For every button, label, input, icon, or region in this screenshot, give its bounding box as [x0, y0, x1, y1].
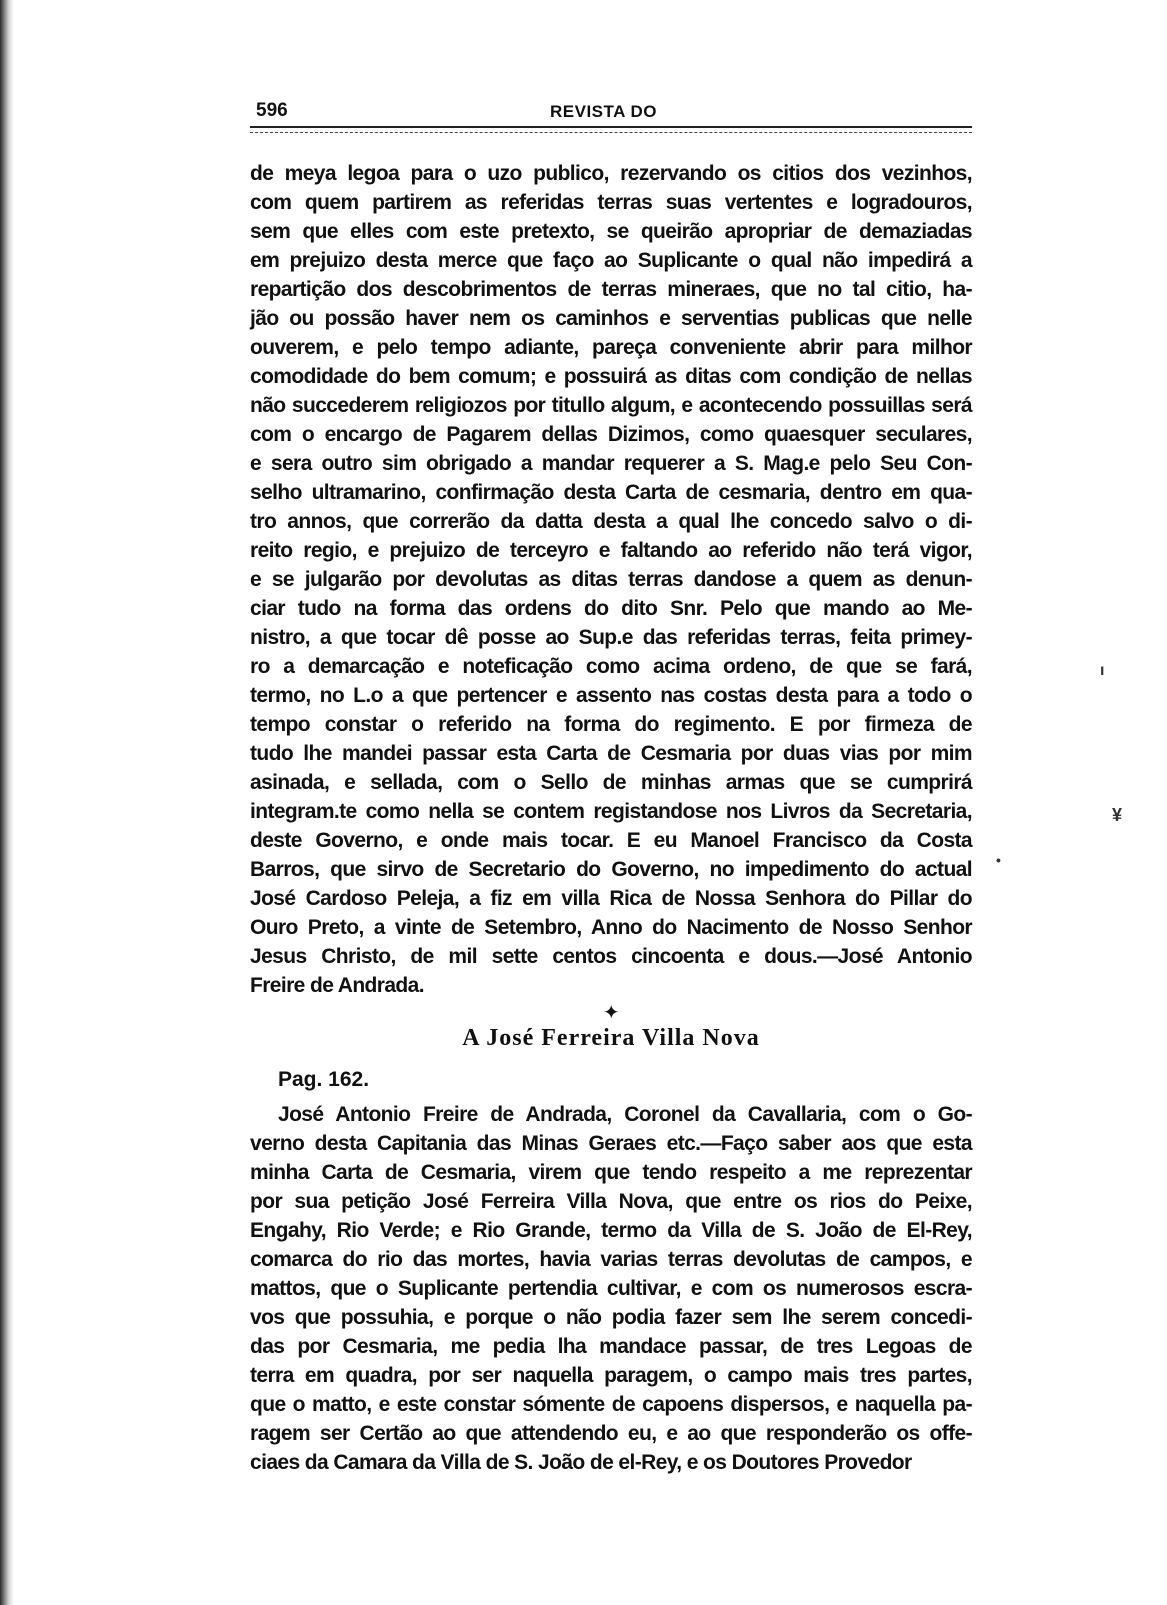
text-line: jão ou possão haver nem os caminhos e serventias publicas que nelle — [250, 307, 972, 330]
text-line: das por Cesmaria, me pedia lha mandace passar, de tres Legoas de — [250, 1335, 972, 1358]
text-line: reito regio, e prejuizo de terceyro e faltando ao referido não terá vigor, — [250, 539, 972, 562]
text-line: selho ultramarino, confirmação desta Carta de cesmaria, dentro em qua- — [250, 481, 972, 504]
text-line: Engahy, Rio Verde; e Rio Grande, termo da Villa de S. João de El-Rey, — [250, 1219, 972, 1242]
text-line: sem que elles com este pretexto, se queirão apropriar de demaziadas — [250, 220, 972, 243]
text-line: deste Governo, e onde mais tocar. E eu Manoel Francisco da Costa — [250, 829, 972, 852]
text-line: com o encargo de Pagarem dellas Dizimos, como quaesquer seculares, — [250, 423, 972, 446]
section-ornament: ✦ — [602, 1002, 620, 1024]
body-paragraph — [250, 159, 972, 1000]
text-line: mattos, que o Suplicante pertendia cultivar, e com os numerosos escra- — [250, 1277, 972, 1300]
page-binding-edge — [0, 0, 14, 1605]
text-line: e sera outro sim obrigado a mandar requerer a S. Mag.e pelo Seu Con- — [250, 452, 972, 475]
text-line: repartição dos descobrimentos de terras mineraes, que no tal citio, ha- — [250, 278, 972, 301]
text-line: ouverem, e pelo tempo adiante, pareça conveniente abrir para milhor — [250, 336, 972, 359]
text-line: comarca do rio das mortes, havia varias terras devolutas de campos, e — [250, 1248, 972, 1271]
margin-dot: • — [996, 852, 1001, 868]
text-line: Jesus Christo, de mil sette centos cincoenta e dous.—José Antonio — [250, 945, 972, 968]
section-heading: A José Ferreira Villa Nova — [462, 1025, 760, 1051]
text-line: nistro, a que tocar dê posse ao Sup.e das referidas terras, feita primey- — [250, 626, 972, 649]
text-line: por sua petição José Ferreira Villa Nova, que entre os rios do Peixe, — [250, 1190, 972, 1213]
text-line: tudo lhe mandei passar esta Carta de Cesmaria por duas vias por mim — [250, 742, 972, 765]
text-line: com quem partirem as referidas terras suas vertentes e logradouros, — [250, 191, 972, 214]
text-line: não succederem religiozos por titullo algum, e acontecendo possuillas será — [250, 394, 972, 417]
text-line: ciaes da Camara da Villa de S. João de el-Rey, e os Doutores Provedor — [250, 1451, 912, 1474]
text-line: Freire de Andrada. — [250, 974, 424, 997]
text-line: termo, no L.o a que pertencer e assento nas costas desta para a todo o — [250, 684, 972, 707]
text-line: ragem ser Certão ao que attendendo eu, e ao que responderão os offe- — [250, 1422, 972, 1445]
text-line: asinada, e sellada, com o Sello de minhas armas que se cumprirá — [250, 771, 972, 794]
running-title: REVISTA DO — [550, 102, 658, 121]
text-line: vos que possuhia, e porque o não podia fazer sem lhe serem concedi- — [250, 1306, 972, 1329]
text-line: José Cardoso Peleja, a fiz em villa Rica de Nossa Senhora do Pillar do — [250, 887, 972, 910]
text-line: integram.te como nella se contem registandose nos Livros da Secretaria, — [250, 800, 972, 823]
running-head — [250, 96, 972, 126]
text-line: terra em quadra, por ser naquella paragem, o campo mais tres partes, — [250, 1364, 972, 1387]
text-line: ro a demarcação e noteficação como acima ordeno, de que se fará, — [250, 655, 972, 678]
body-text — [250, 159, 972, 1477]
section-paragraph — [250, 1100, 972, 1477]
text-line: Ouro Preto, a vinte de Setembro, Anno do Nacimento de Nosso Senhor — [250, 916, 972, 939]
text-line: Barros, que sirvo de Secretario do Governo, no impedimento do actual — [250, 858, 972, 881]
text-line: minha Carta de Cesmaria, virem que tendo respeito a me reprezentar — [250, 1161, 972, 1184]
text-line: comodidade do bem comum; e possuirá as ditas com condição de nellas — [250, 365, 972, 388]
text-line: em prejuizo desta merce que faço ao Suplicante o qual não impedirá a — [250, 249, 972, 272]
text-line: ciar tudo na forma das ordens do dito Snr. Pelo que mando ao Me- — [250, 597, 972, 620]
text-line: verno desta Capitania das Minas Geraes etc.—Faço saber aos que esta — [250, 1132, 972, 1155]
page-reference: Pag. 162. — [278, 1068, 370, 1091]
text-line: e se julgarão por devolutas as ditas terras dandose a quem as denun- — [250, 568, 972, 591]
text-line: de meya legoa para o uzo publico, rezervando os citios dos vezinhos, — [250, 162, 972, 185]
text-line: que o matto, e este constar sómente de capoens dispersos, e naquella pa- — [250, 1393, 972, 1416]
text-line: tro annos, que correrão da datta desta a qual lhe concedo salvo o di- — [250, 510, 972, 533]
document-page — [250, 96, 972, 1477]
text-line: tempo constar o referido na forma do regimento. E por firmeza de — [250, 713, 972, 736]
margin-mark: ¥ — [1112, 805, 1123, 825]
page-number: 596 — [256, 100, 288, 121]
text-line: José Antonio Freire de Andrada, Coronel da Cavallaria, com o Go- — [278, 1103, 972, 1126]
header-rule — [250, 126, 972, 133]
margin-mark: ı — [1100, 662, 1105, 679]
